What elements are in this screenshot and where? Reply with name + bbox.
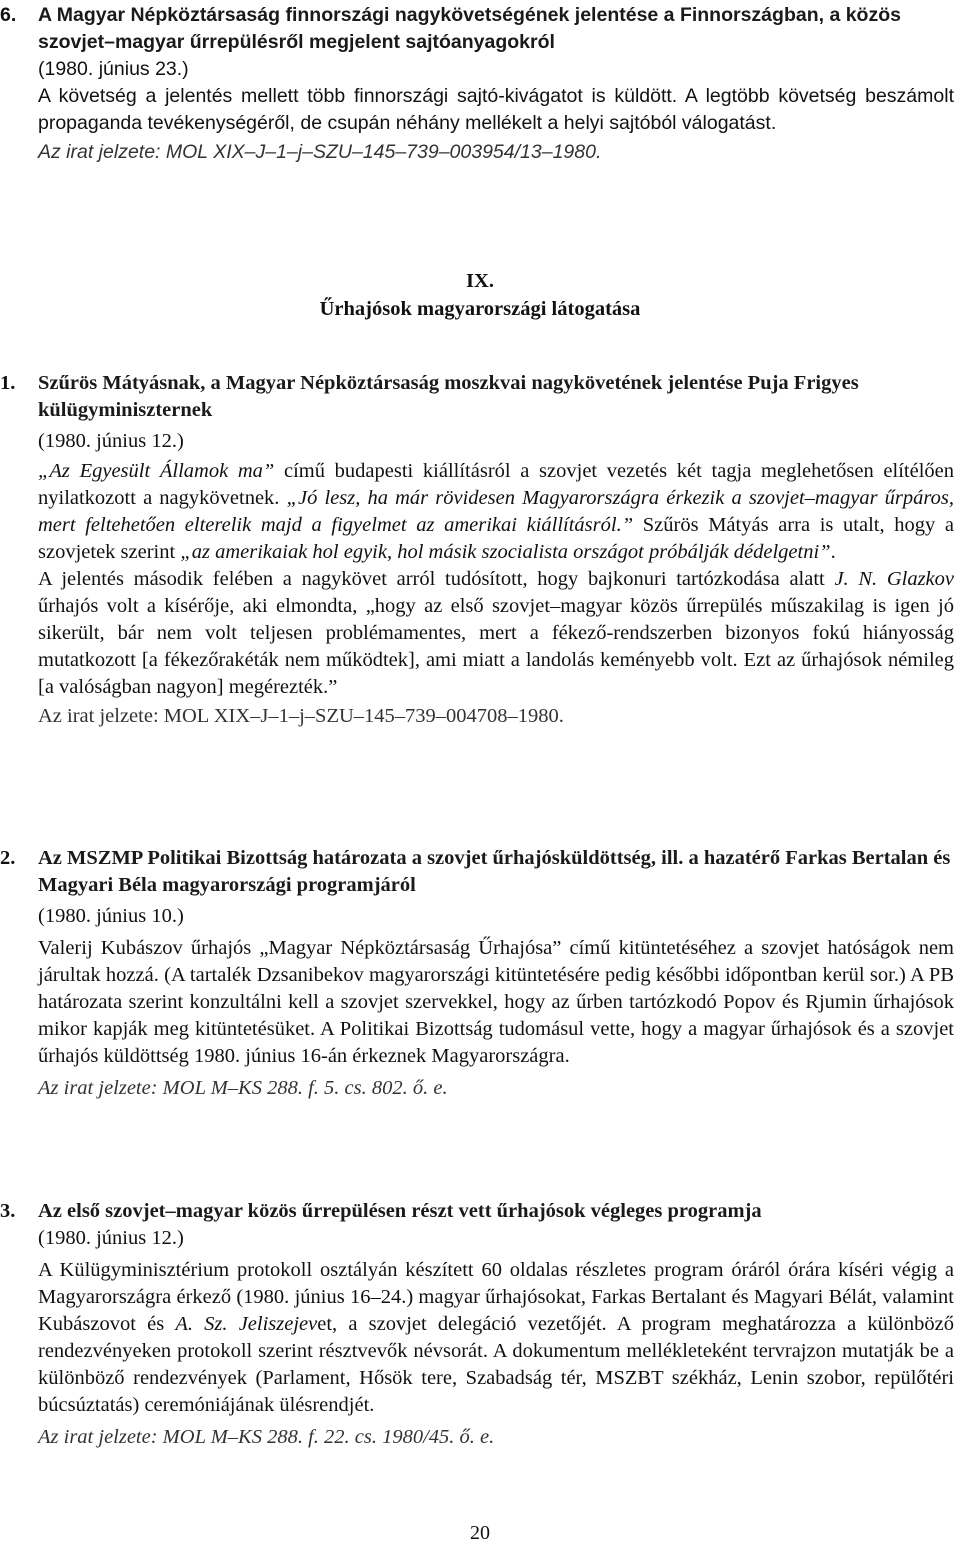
archival-reference: Az irat jelzete: MOL XIX–J–1–j–SZU–145–739–004708–1980.: [38, 705, 564, 727]
text: .: [830, 541, 836, 563]
entry-date: (1980. június 12.): [38, 430, 184, 452]
entry-paragraph: [38, 566, 954, 701]
entry-heading: [0, 1198, 960, 1225]
entry-number: 1.: [0, 372, 16, 394]
entry-date: (1980. június 10.): [38, 905, 184, 927]
entry-date: (1980. június 12.): [38, 1227, 184, 1249]
entry-1: [0, 370, 960, 730]
text: A jelentés második felében a nagykövet arról tudósított, hogy bajkonuri tartózkodása alatt: [38, 568, 835, 590]
entry-number: 2.: [0, 847, 16, 869]
archival-reference: Az irat jelzete: MOL M–KS 288. f. 22. cs. 1980/45. ő. e.: [38, 1426, 495, 1448]
chapter-number: IX.: [466, 270, 494, 292]
page-number: 20: [470, 1522, 490, 1544]
entry-3: [0, 1198, 960, 1451]
text: et, a szovjet delegáció vezetőjét. A program meghatározza a különböző rendezvényeken protokoll szerint résztvevők névsorát. A dokumentum mellékleteként tervrajzon mutatják be a különböző rendezvények (Parlament, Hősök tere, Szabadság tér, MSZBT székház, Lenin szobor, repülőtéri búcsúztatás) ceremóniájának ülésrendjét.: [38, 1313, 954, 1416]
quote: „Jó lesz, ha már rövidesen Magyarországra érkezik a szovjet–magyar űrpáros, mert feltehetően elterelik majd a figyelmet az amerikai kiállításról.”: [38, 487, 954, 536]
entry-6: [0, 2, 960, 166]
quote: „az amerikaiak hol egyik, hol másik szocialista országot próbálják dédelgetni”: [180, 541, 831, 563]
archival-reference: Az irat jelzete: MOL XIX–J–1–j–SZU–145–739–003954/13–1980.: [38, 141, 602, 163]
quote: „Az Egyesült Államok ma”: [38, 460, 275, 482]
entry-paragraph: [38, 458, 954, 566]
entry-heading: [0, 2, 960, 56]
entry-body: Valerij Kubászov űrhajós „Magyar Népköztársaság Űrhajósa” című kitüntetéséhez a szovjet hatóságok nem járultak hozzá. (A tartalék Dzsanibekov magyarországi kitüntetésére pedig későbbi időpontban kerül sor.) A PB határozata szerint konzultálni kell a szovjet szervekkel, hogy az űrben tartózkodó Popov és Rjumin űrhajósok mikor kapják meg kitüntetésüket. A Politikai Bizottság tudomásul vette, hogy a magyar űrhajósok és a szovjet űrhajós küldöttség 1980. június 16-án érkeznek Magyarországra.: [38, 937, 954, 1067]
entry-heading: [0, 370, 960, 424]
entry-title: A Magyar Népköztársaság finnországi nagykövetségének jelentése a Finnországban, a közös szovjet–magyar űrrepülésről megjelent sajtóanyagokról: [38, 4, 901, 53]
archival-reference: Az irat jelzete: MOL M–KS 288. f. 5. cs. 802. ő. e.: [38, 1077, 448, 1099]
text: című budapesti kiállításról a szovjet vezetés két tagja meglehetősen elítélően nyilatkozott a nagykövetnek.: [38, 460, 955, 509]
text: A Külügyminisztérium protokoll osztályán készített 60 oldalas részletes program óráról órára kíséri végig a Magyarországra érkező (1980. június 16–24.) magyar űrhajósokat, Farkas Bertalant és Magyari Bélát, valamint Kubászovot és: [38, 1259, 954, 1335]
entry-date: (1980. június 23.): [38, 58, 189, 80]
entry-heading: [0, 845, 960, 899]
entry-2: [0, 845, 960, 1102]
text: űrhajós volt a kísérője, aki elmondta, „hogy az első szovjet–magyar közös űrrepülés műszakilag is igen jó sikerült, bár nem volt teljesen problémamentes, mert a fékező-rendszerben bizonyos fokú hiányosság mutatkozott [a fékezőrakéták nem működtek], ami miatt a landolás keményebb volt. Ezt az űrhajósok némileg [a valóságban nagyon] megérezték.”: [38, 595, 954, 698]
entry-title: Az MSZMP Politikai Bizottság határozata a szovjet űrhajósküldöttség, ill. a hazatérő Farkas Bertalan és Magyari Béla magyarországi programjáról: [38, 847, 951, 896]
entry-title: Szűrös Mátyásnak, a Magyar Népköztársaság moszkvai nagykövetének jelentése Puja Frigyes külügyminiszternek: [38, 372, 859, 421]
person-name: A. Sz. Jeliszejev: [175, 1313, 318, 1335]
entry-number: 6.: [0, 4, 17, 26]
entry-body: A követség a jelentés mellett több finnországi sajtó-kivágatot is küldött. A legtöbb követség beszámolt propaganda tevékenységéről, de csupán néhány mellékelt a helyi sajtóból válogatást.: [38, 85, 954, 134]
entry-paragraph: [38, 1257, 954, 1419]
chapter-title: Űrhajósok magyarországi látogatása: [319, 298, 641, 320]
person-name: J. N. Glazkov: [834, 568, 954, 590]
text: Szűrös Mátyás arra is utalt, hogy a szovjetek szerint: [38, 514, 954, 563]
entry-title: Az első szovjet–magyar közös űrrepülésen részt vett űrhajósok végleges programja: [38, 1200, 762, 1222]
entry-number: 3.: [0, 1200, 16, 1222]
